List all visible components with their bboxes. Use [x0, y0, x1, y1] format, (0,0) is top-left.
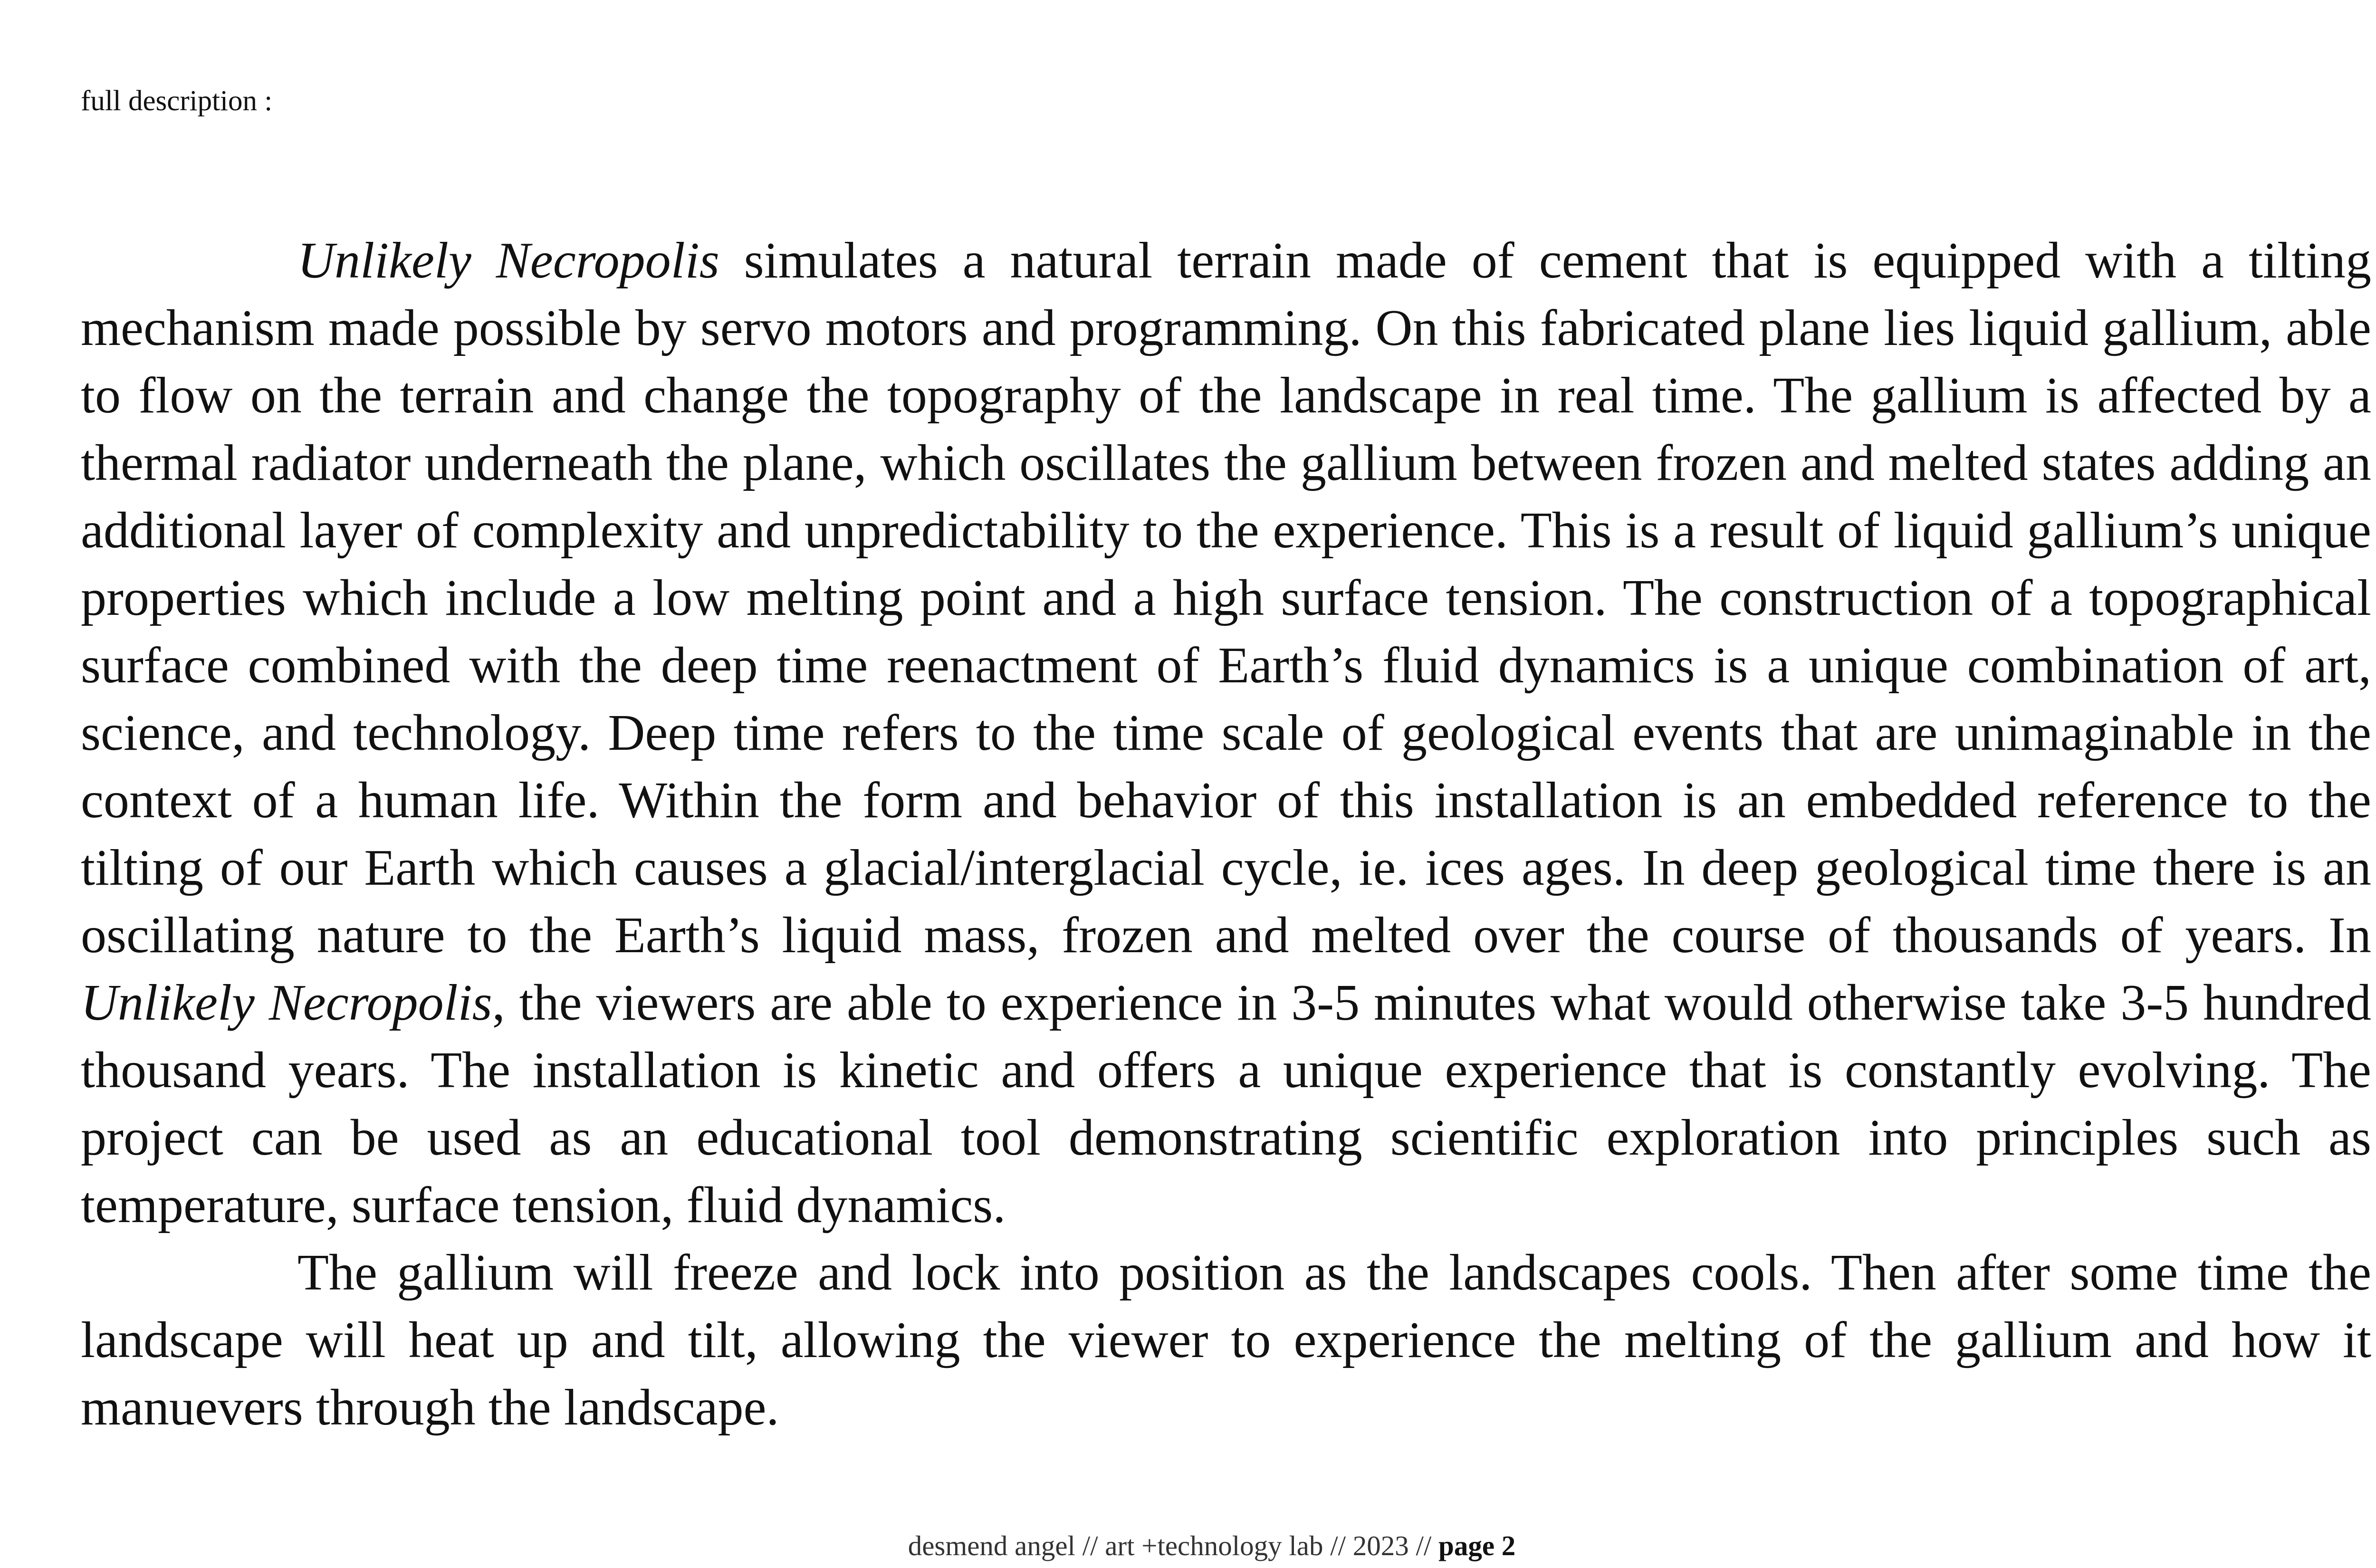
section-label: full description : [81, 85, 273, 117]
footer-credit: desmend angel // art +technology lab // 2023 // [908, 1530, 1439, 1561]
page-footer [0, 1529, 2376, 1563]
project-title-italic-inline: Unlikely Necropolis [81, 975, 492, 1031]
description-paragraph-2: The gallium will freeze and lock into position as the landscapes cools. Then after some time the landscape will heat up and tilt, allowing the viewer to experience the melting of the gallium and how it manuevers through the landscape. [81, 1244, 2371, 1436]
paragraph-1-text-b: , the viewers are able to experience in 3-5 minutes what would otherwise take 3-5 hundred thousand years. The installation is kinetic and offers a unique experience that is constantly evolving. The project can be used as an educational tool demonstrating scientific exploration into principles such as temperature, surface tension, fluid dynamics. [81, 975, 2371, 1233]
project-title-italic: Unlikely Necropolis [297, 232, 719, 289]
page-number: page 2 [1438, 1530, 1516, 1561]
paragraph-1-text-a: simulates a natural terrain made of cement that is equipped with a tilting mechanism made possible by servo motors and programming. On this fabricated plane lies liquid gallium, able to flow on the terrain and change the topography of the landscape in real time. The gallium is affected by a thermal radiator underneath the plane, which oscillates the gallium between frozen and melted states adding an additional layer of complexity and unpredictability to the experience. This is a result of liquid gallium’s unique properties which include a low melting point and a high surface tension. The construction of a topographical surface combined with the deep time reenactment of Earth’s fluid dynamics is a unique combination of art, science, and technology. Deep time refers to the time scale of geological events that are unimaginable in the context of a human life. Within the form and behavior of this installation is an embedded reference to the tilting of our Earth which causes a glacial/interglacial cycle, ie. ices ages. In deep geological time there is an oscillating nature to the Earth’s liquid mass, frozen and melted over the course of thousands of years. In [81, 232, 2371, 964]
description-body [81, 227, 2371, 1442]
description-paragraph-1 [81, 227, 2371, 1239]
